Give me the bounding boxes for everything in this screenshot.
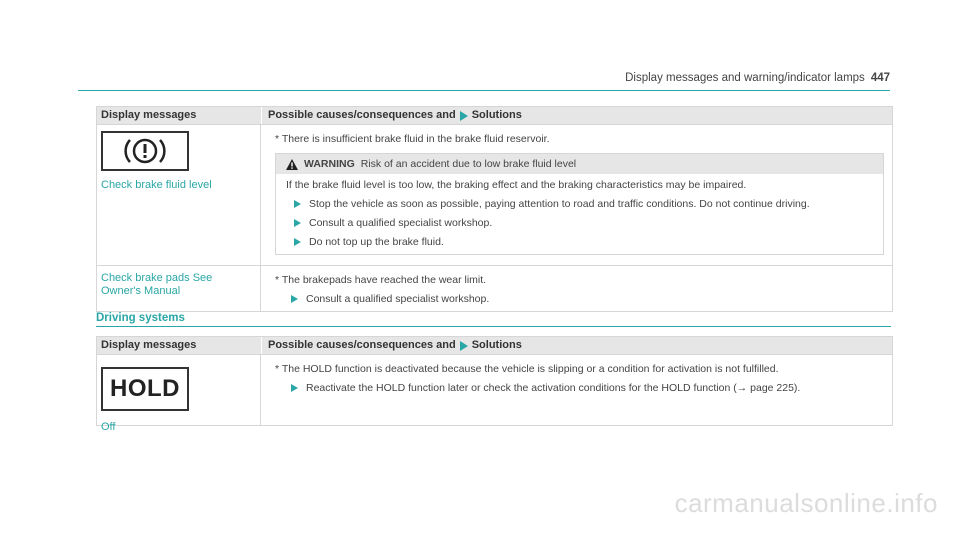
column-header-causes: Possible causes/consequences and Solutions: [268, 109, 522, 121]
message-label: Off: [101, 421, 116, 433]
warning-text: If the brake fluid level is too low, the braking effect and the braking characteristics may be impaired.: [286, 179, 747, 191]
message-cell: [97, 125, 261, 265]
column-header-causes: Possible causes/consequences and Solutions: [268, 339, 522, 351]
page-number: 447: [870, 72, 890, 84]
column-header-messages: Display messages: [97, 337, 262, 354]
cause-text: * The brakepads have reached the wear limit.: [275, 274, 487, 286]
solution-arrow-icon: [460, 341, 468, 351]
page-header: [625, 72, 890, 84]
cause-text: * The HOLD function is deactivated because the vehicle is slipping or a condition for activation is not fulfilled.: [275, 363, 779, 375]
table-header: [97, 107, 892, 124]
warning-header: [276, 154, 883, 174]
display-messages-table: [96, 106, 893, 312]
message-cell: [97, 355, 261, 433]
hold-icon: HOLD: [101, 367, 189, 411]
table-row: [97, 354, 892, 433]
step-arrow-icon: [291, 295, 298, 303]
table-header: [97, 337, 892, 354]
warning-body: [276, 174, 883, 254]
warning-box: [275, 153, 884, 255]
page-ref-arrow-icon: →: [736, 382, 748, 394]
step-arrow-icon: [294, 219, 301, 227]
causes-cell: [261, 355, 892, 425]
warning-title: Risk of an accident due to low brake fluid level: [360, 158, 577, 170]
step-arrow-icon: [291, 384, 298, 392]
watermark: carmanualsonline.info: [674, 488, 938, 518]
table-row: [97, 124, 892, 265]
message-label: Check brake fluid level: [101, 179, 212, 191]
list-item: Reactivate the HOLD function later or check the activation conditions for the HOLD function (→ page 225).: [291, 382, 884, 394]
message-label-line1: Check brake pads See: [101, 272, 213, 284]
column-header-messages: Display messages: [97, 107, 262, 124]
list-item: Consult a qualified specialist workshop.: [294, 217, 873, 229]
cause-text: * There is insufficient brake fluid in the brake fluid reservoir.: [275, 133, 550, 145]
table-row: [97, 265, 892, 311]
section-title: Driving systems: [96, 312, 185, 324]
step-arrow-icon: [294, 238, 301, 246]
header-title: Display messages and warning/indicator lamps: [625, 72, 865, 84]
list-item: Do not top up the brake fluid.: [294, 236, 873, 248]
warning-triangle-icon: [286, 159, 298, 170]
section-divider: [96, 326, 891, 327]
message-cell: [97, 266, 261, 311]
causes-cell: [261, 266, 892, 311]
causes-cell: [261, 125, 892, 265]
header-divider: [78, 90, 890, 91]
driving-systems-table: [96, 336, 893, 433]
warning-label: WARNING: [304, 158, 355, 170]
message-label-line2: Owner's Manual: [101, 285, 181, 297]
step-arrow-icon: [294, 200, 301, 208]
list-item: Consult a qualified specialist workshop.: [291, 293, 884, 305]
list-item: Stop the vehicle as soon as possible, paying attention to road and traffic conditions. Do not continue driving.: [294, 198, 873, 210]
brake-warning-icon: [101, 131, 189, 171]
solution-arrow-icon: [460, 111, 468, 121]
